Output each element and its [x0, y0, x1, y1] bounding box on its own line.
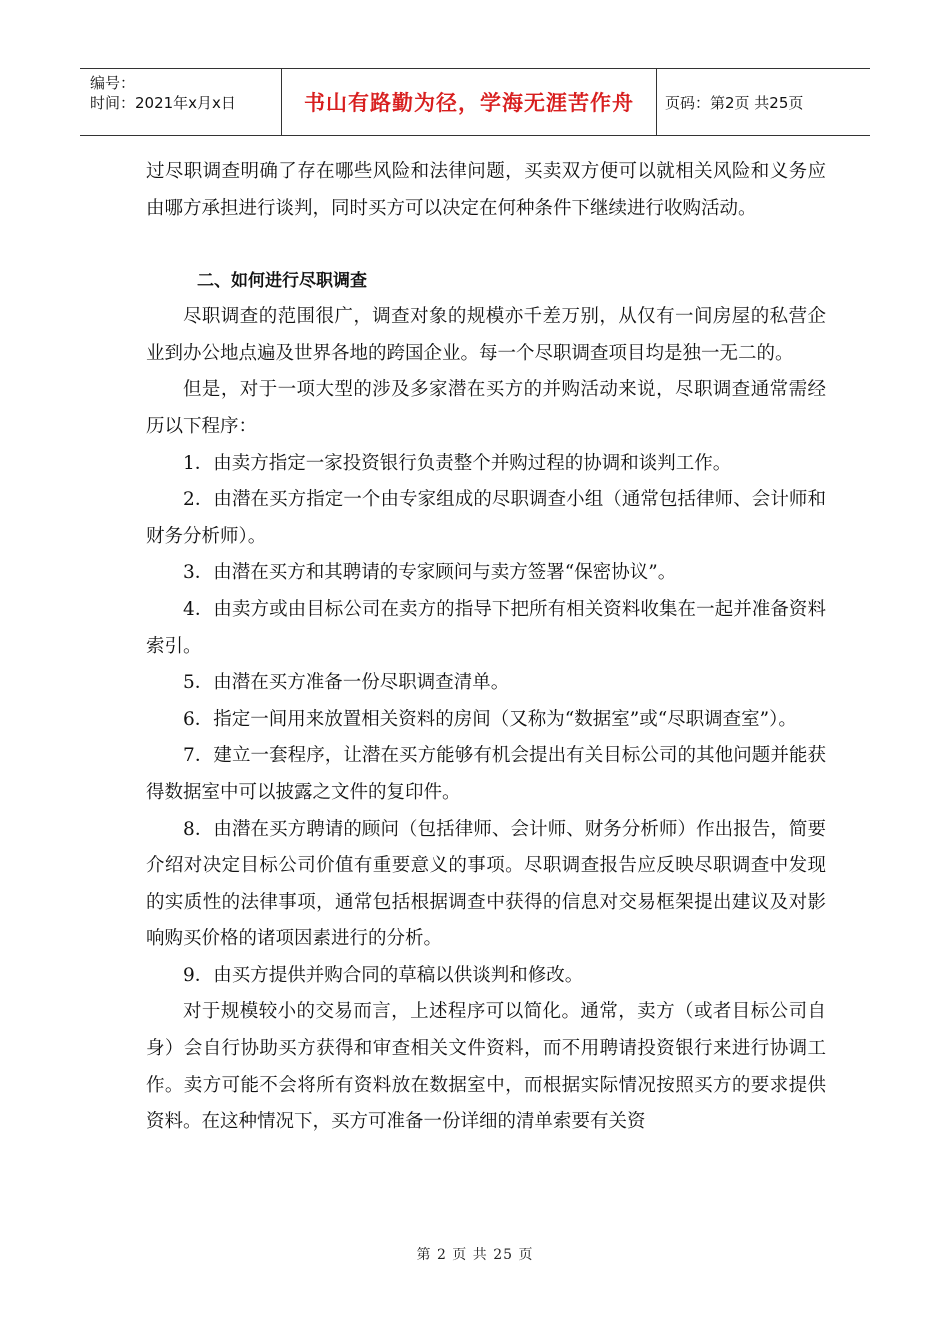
paragraph-procedure-intro: 但是，对于一项大型的涉及多家潜在买方的并购活动来说，尽职调查通常需经历以下程序：: [146, 379, 826, 437]
header-page-info: 页码：第2页 共25页: [665, 93, 804, 112]
section-heading: 二、如何进行尽职调查: [197, 271, 367, 292]
paragraph-continuation: 过尽职调查明确了存在哪些风险和法律问题，买卖双方便可以就相关风险和义务应由哪方承担进行谈判，同时买方可以决定在何种条件下继续进行收购活动。: [146, 161, 826, 219]
document-body: [146, 154, 826, 1141]
paragraph-scope: 尽职调查的范围很广，调查对象的规模亦千差万别，从仅有一间房屋的私营企业到办公地点遍及世界各地的跨国企业。每一个尽职调查项目均是独一无二的。: [146, 306, 826, 364]
header-meta: [80, 69, 282, 135]
procedure-step-7: 7．建立一套程序，让潜在买方能够有机会提出有关目标公司的其他问题并能获得数据室中可以披露之文件的复印件。: [146, 745, 826, 803]
paragraph-small-deals: 对于规模较小的交易而言，上述程序可以简化。通常，卖方（或者目标公司自身）会自行协助买方获得和审查相关文件资料，而不用聘请投资银行来进行协调工作。卖方可能不会将所有资料放在数据室中，而根据实际情况按照买方的要求提供资料。在这种情况下，买方可准备一份详细的清单索要有关资: [146, 1001, 826, 1133]
procedure-step-3: 3．由潜在买方和其聘请的专家顾问与卖方签署“保密协议”。: [183, 562, 677, 584]
procedure-step-4: 4．由卖方或由目标公司在卖方的指导下把所有相关资料收集在一起并准备资料索引。: [146, 598, 826, 657]
paragraph-gap: [146, 227, 826, 263]
procedure-step-9: 9．由买方提供并购合同的草稿以供谈判和修改。: [183, 964, 584, 986]
document-date: 时间：2021年x月x日: [90, 94, 236, 112]
page-header: [80, 68, 870, 136]
procedure-step-2: 2．由潜在买方指定一个由专家组成的尽职调查小组（通常包括律师、会计师和财务分析师）。: [146, 489, 826, 547]
page-footer: 第 2 页 共 25 页: [416, 1247, 534, 1263]
header-motto: 书山有路勤为径，学海无涯苦作舟: [282, 69, 657, 135]
procedure-step-6: 6．指定一间用来放置相关资料的房间（又称为“数据室”或“尽职调查室”）。: [183, 708, 797, 730]
procedure-step-5: 5．由潜在买方准备一份尽职调查清单。: [183, 672, 510, 694]
document-number-label: 编号：: [90, 74, 136, 92]
procedure-step-1: 1．由卖方指定一家投资银行负责整个并购过程的协调和谈判工作。: [183, 452, 732, 474]
procedure-step-8: 8．由潜在买方聘请的顾问（包括律师、会计师、财务分析师）作出报告，简要介绍对决定目标公司价值有重要意义的事项。尽职调查报告应反映尽职调查中发现的实质性的法律事项，通常包括根据调查中获得的信息对交易框架提出建议及对影响购买价格的诸项因素进行的分析。: [146, 818, 826, 950]
